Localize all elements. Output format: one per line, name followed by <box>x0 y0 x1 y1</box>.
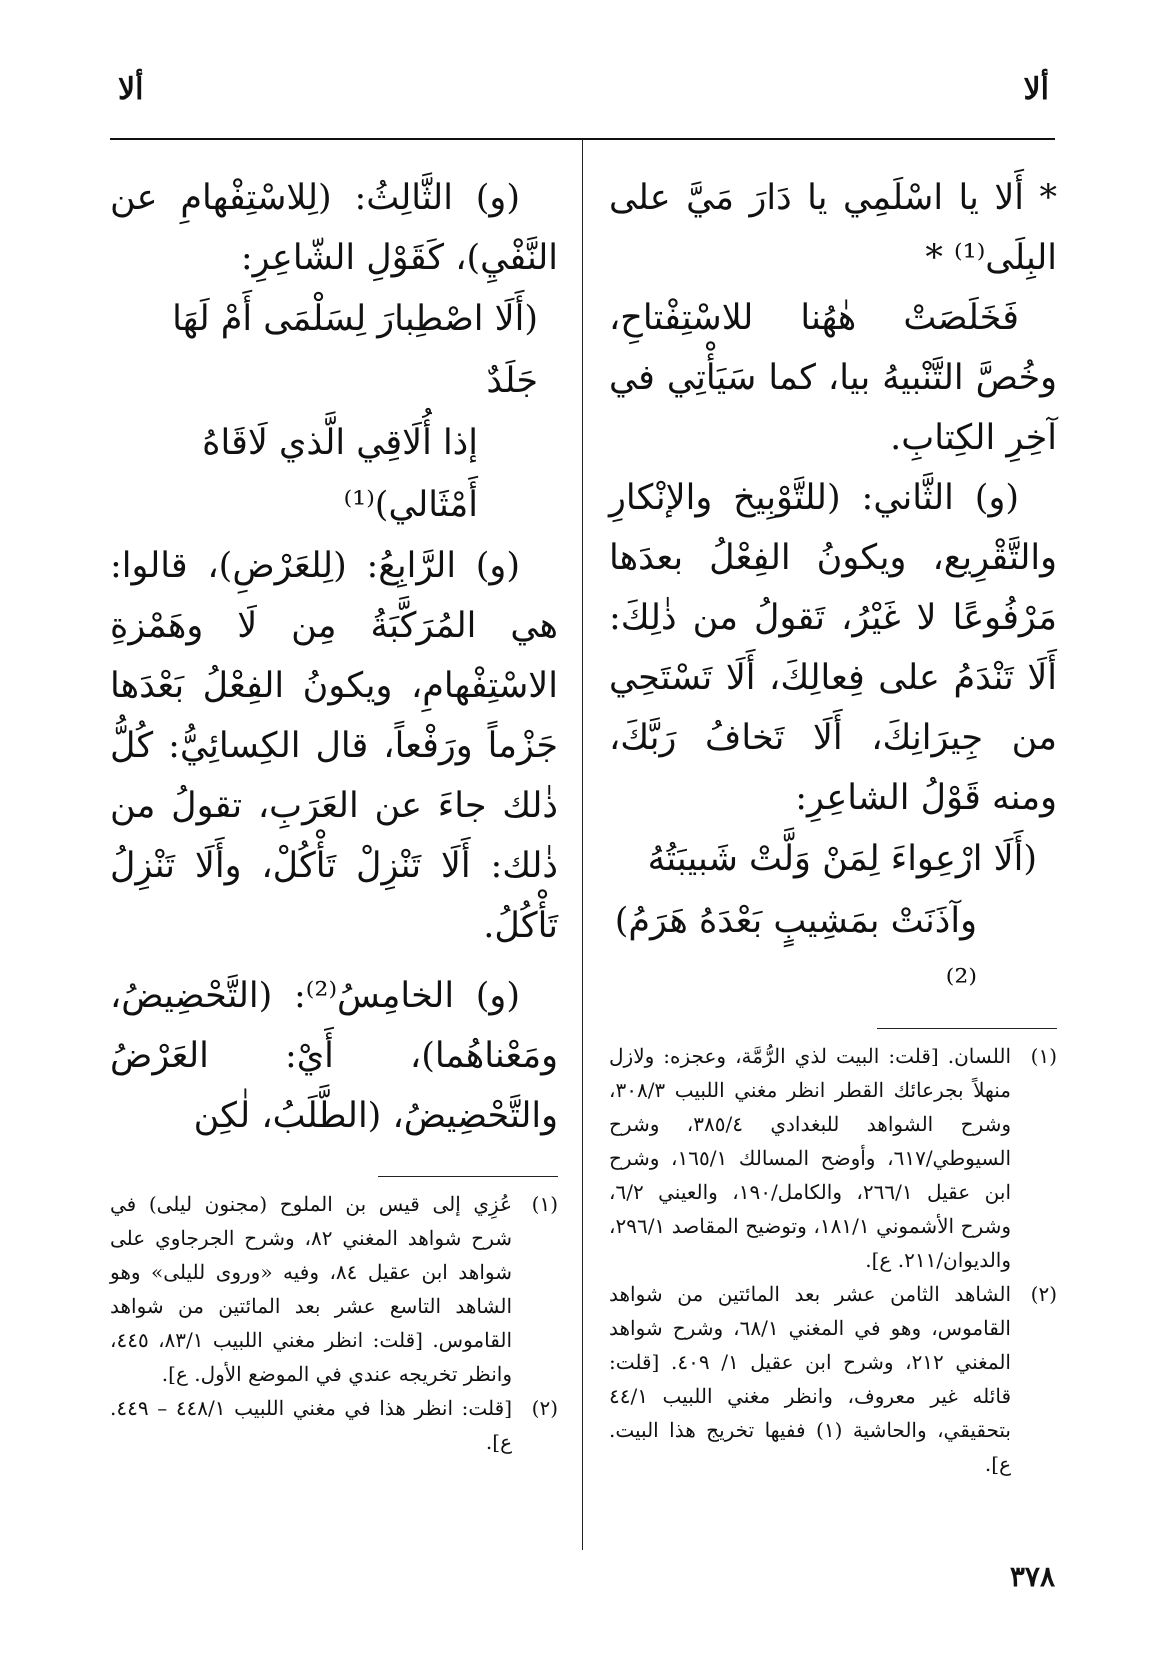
footnote-number: (٢) <box>1030 1282 1057 1306</box>
footnote-rule <box>877 1028 1057 1029</box>
paragraph: فَخَلَصَتْ هٰهُنا للاسْتِفْتاحِ، وخُصَّ التَّنْبيهُ بيا، كما سَيَأْتِي في آخِرِ الكِتابِ. <box>609 298 1057 458</box>
left-column-body <box>110 168 558 1146</box>
poem-verse <box>110 288 558 536</box>
page-number: ٣٧٨ <box>1009 1560 1055 1593</box>
paragraph: (و) الثَّاني: (للتَّوْبِيخ والإنْكارِ والتَّقْرِيع، ويكونُ الفِعْلُ بعدَها مَرْفُوعًا لا غَيْرُ، تَقولُ من ذٰلِكَ: أَلَا تَنْدَمُ على فِعالِكَ، أَلَا تَسْتَحِي من جِيرَانِكَ، أَلَا تَخافُ رَبَّكَ، ومنه قَوْلُ الشاعِرِ: <box>609 478 1057 818</box>
footnote-text: عُزِي إلى قيس بن الملوح (مجنون ليلى) في شرح شواهد المغني ٨٢، وشرح الجرجاوي على شواهد ابن عقيل ٨٤، وفيه «وروى لليلى» وهو الشاهد التاسع عشر بعد المائتين من شواهد القاموس. [قلت: انظر مغني اللبيب ٨٣/١، ٤٤٥، وانظر تخريجه عندي في الموضع الأول. ع]. <box>110 1192 513 1386</box>
footnotes-left <box>110 1176 558 1459</box>
footnote-text: اللسان. [قلت: البيت لذي الرُّمَّة، وعجزه: ولازل منهلاً بجرعائك القطر انظر مغني اللبيب ٣٠٨/٣، وشرح الشواهد للبغدادي ٣٨٥/٤، وشرح السيوطي/٦١٧، وأوضح المسالك ١٦٥/١، وشرح ابن عقيل ٢٦٦/١، والكامل/١٩٠، والعيني ٦/٢، وشرح الأشموني ١٨١/١، وتوضيح المقاصد ٢٩٦/١، والديوان/٢١١. ع]. <box>609 1044 1011 1272</box>
column-divider <box>582 140 583 1550</box>
verse-line: (أَلَا اصْطِبارَ لِسَلْمَى أَمْ لَهَا جَلَدٌ <box>172 299 538 401</box>
paragraph: (و) الخامِسُ⁽²⁾: (التَّحْضِيضُ، ومَعْناهُما)، أَيْ: العَرْضُ والتَّحْضِيضُ، (الطَّلَبُ، لٰكِن <box>110 976 558 1136</box>
paragraph: (و) الثَّالِثُ: (لِلاسْتِفْهامِ عن النَّفْيِ)، كَقَوْلِ الشّاعِرِ: <box>110 178 558 278</box>
paragraph: (و) الرَّابِعُ: (لِلعَرْضِ)، قالوا: هي المُرَكَّبَةُ مِن لَا وهَمْزةِ الاسْتِفْهامِ، ويكونُ الفِعْلُ بَعْدَها جَزْماً ورَفْعاً، قال الكِسائِيُّ: كُلُّ ذٰلك جاءَ عن العَرَبِ، تقولُ من ذٰلك: أَلَا تَنْزِلْ تَأْكُلْ، وأَلَا تَنْزِلُ تَأْكُلُ. <box>110 546 558 946</box>
footnotes-right <box>609 1028 1057 1481</box>
verse-line: إذا أُلَاقِي الَّذي لَاقَاهُ أَمْثَالي)⁽¹⁾ <box>202 423 478 525</box>
footnote <box>110 1391 558 1459</box>
footnote-text: [قلت: انظر هذا في مغني اللبيب ٤٤٨/١ – ٤٤٩. ع]. <box>110 1396 512 1454</box>
left-column <box>110 168 558 1459</box>
poem-verse <box>609 828 1057 1014</box>
right-column-body <box>609 168 1057 1014</box>
footnote-rule <box>378 1176 558 1177</box>
running-head-right: ألا <box>1023 72 1049 107</box>
running-head-left: ألا <box>118 72 144 107</box>
footnote-number: (١) <box>531 1192 558 1216</box>
right-column <box>609 168 1057 1481</box>
footnote <box>609 1039 1057 1277</box>
verse-line: وآذَنَتْ بمَشِيبٍ بَعْدَهُ هَرَمُ)⁽²⁾ <box>614 901 977 1003</box>
footnote <box>110 1187 558 1391</box>
verse-line: (أَلَا ارْعِواءَ لِمَنْ وَلَّتْ شَبيبَتُهُ <box>647 839 1037 879</box>
footnote-number: (١) <box>1030 1044 1057 1068</box>
footnote-text: الشاهد الثامن عشر بعد المائتين من شواهد القاموس، وهو في المغني ٦٨/١، وشرح شواهد المغني ٢١٢، وشرح ابن عقيل ١/ ٤٠٩. [قلت: قائله غير معروف، وانظر مغني اللبيب ٤٤/١ بتحقيقي، والحاشية (١) ففيها تخريج هذا البيت. ع]. <box>609 1282 1011 1476</box>
verse-opening: * أَلا يا اسْلَمِي يا دَارَ مَيَّ على البِلَى⁽¹⁾ * <box>609 178 1057 278</box>
footnote-number: (٢) <box>531 1396 558 1420</box>
footnote <box>609 1277 1057 1481</box>
